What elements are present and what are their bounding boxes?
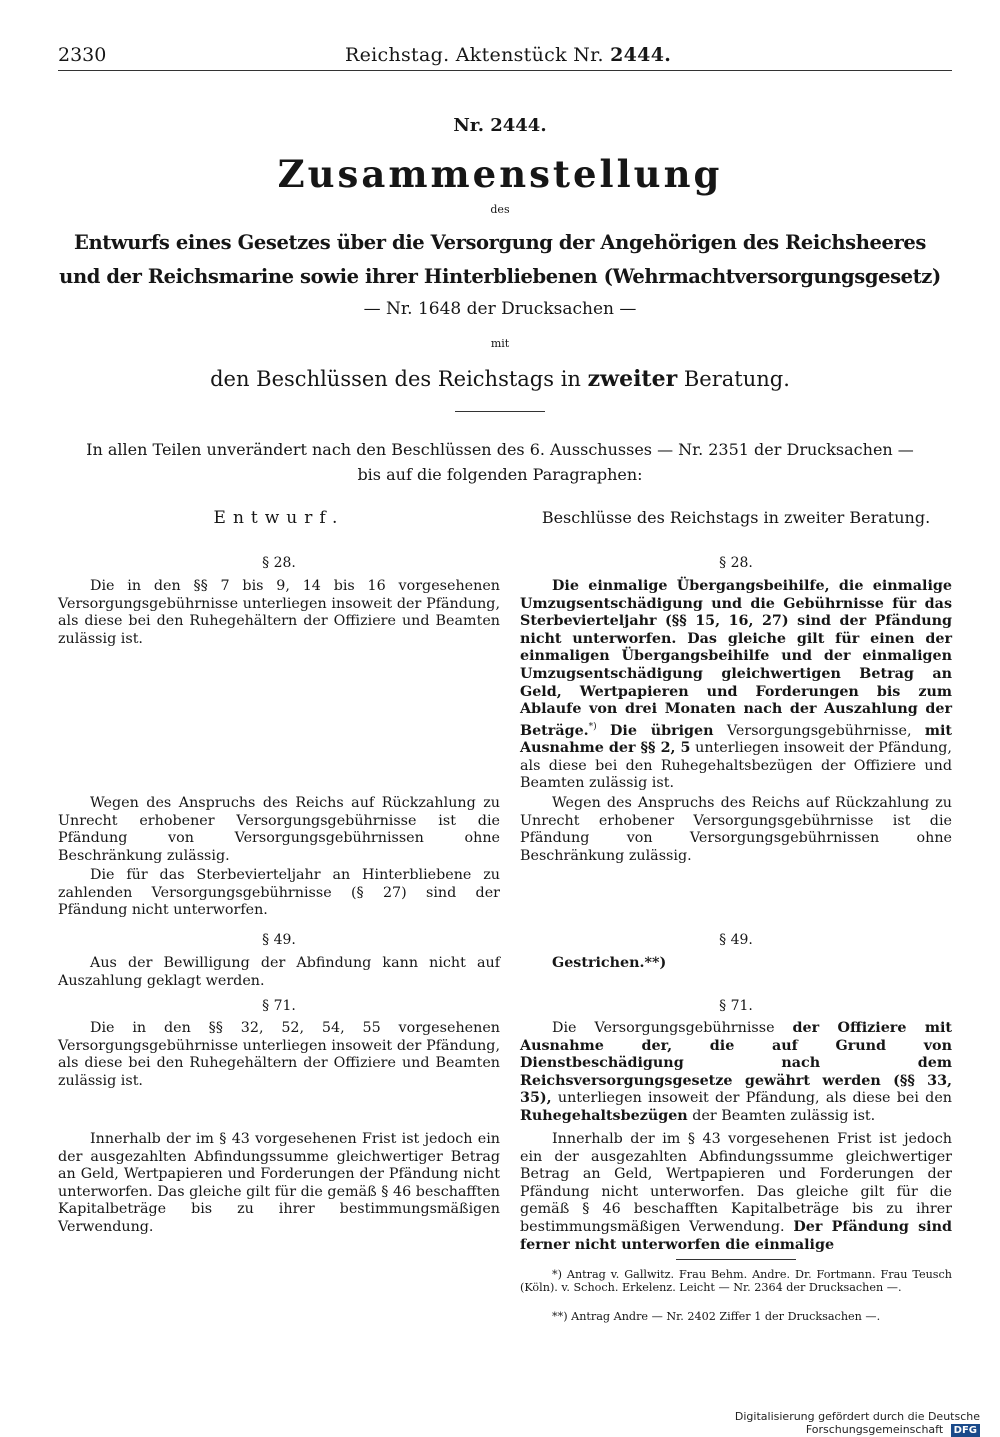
footnote-rule bbox=[676, 1259, 796, 1260]
right-s71-bold-g: Der Pfändung sind ferner nicht unterworfen die einmalige bbox=[520, 1218, 952, 1253]
right-s28-paragraph-1 bbox=[520, 578, 952, 793]
right-s71-sign: § 71. bbox=[719, 998, 753, 1014]
left-s49-sign: § 49. bbox=[262, 932, 296, 948]
beschluesse-line bbox=[0, 366, 1000, 392]
right-s28-paragraph-2: Wegen des Anspruchs des Reichs auf Rückzahlung zu Unrecht erhobener Versorgungsgebührnisse ist die Pfändung von Versorgungsgebührnissen ohne Beschränkung zulässig. bbox=[520, 795, 952, 864]
right-s71-text-f: Innerhalb der im § 43 vorgesehenen Frist ist jedoch ein der ausgezahlten Abfindungssumme gleichwertiger Betrag an Geld, Wertpapieren und Forderungen der Pfändung nicht unterworfen. Das gleiche gilt für die gemäß § 46 beschafften Kapitalbeträge bis zu ihrer bestimmungsmäßigen Verwendung. bbox=[520, 1131, 952, 1235]
right-s28-sign: § 28. bbox=[719, 555, 753, 571]
running-number: 2444. bbox=[610, 44, 672, 66]
dfg-logo: DFG bbox=[951, 1424, 980, 1437]
footer-credit-text: Digitalisierung gefördert durch die Deutsche Forschungsgemeinschaft bbox=[734, 1410, 980, 1436]
right-s28-text: Versorgungsgebührnisse, bbox=[726, 722, 912, 739]
left-column-heading: Entwurf. bbox=[213, 508, 345, 528]
left-s28-sign: § 28. bbox=[262, 555, 296, 571]
right-s49-sign: § 49. bbox=[719, 932, 753, 948]
running-title bbox=[345, 44, 671, 66]
subtitle-line-2: und der Reichsmarine sowie ihrer Hinterbliebenen (Wehrmachtversorgungsgesetz) bbox=[59, 265, 941, 288]
right-column-heading: Beschlüsse des Reichstags in zweiter Beratung. bbox=[541, 508, 931, 527]
left-s71-paragraph-1: Die in den §§ 32, 52, 54, 55 vorgesehenen Versorgungsgebührnisse unterliegen insoweit der Pfändung, als diese bei den Ruhegehältern der Offiziere und Beamten zulässig ist. bbox=[58, 1020, 500, 1089]
footnote-1: *) Antrag v. Gallwitz. Frau Behm. Andre. Dr. Fortmann. Frau Teusch (Köln). v. Schoch. Erkelenz. Leicht — Nr. 2364 der Drucksachen —. bbox=[520, 1268, 952, 1295]
right-s28-tail: unterliegen insoweit der Pfändung, als diese bei den Ruhegehaltsbezügen der Offiziere und Beamten zulässig ist. bbox=[520, 740, 952, 792]
footer-credit bbox=[600, 1410, 980, 1437]
subtitle-line-1: Entwurfs eines Gesetzes über die Versorgung der Angehörigen des Reichsheeres bbox=[74, 231, 926, 254]
beschluesse-pre: den Beschlüssen des Reichstags in bbox=[210, 367, 581, 391]
intro-line-1: In allen Teilen unverändert nach den Beschlüssen des 6. Ausschusses — Nr. 2351 der Drucksachen — bbox=[86, 440, 914, 459]
left-s28-paragraph-2: Wegen des Anspruchs des Reichs auf Rückzahlung zu Unrecht erhobener Versorgungsgebührnisse ist die Pfändung von Versorgungsgebührnissen ohne Beschränkung zulässig. bbox=[58, 795, 500, 864]
right-s71-bold-b: der Offiziere mit Ausnahme der, die auf Grund von Dienstbeschädigung nach dem Reichsversorgungsgesetze gewährt werden (§§ 33, 35), bbox=[520, 1020, 952, 1107]
page-title: Zusammenstellung bbox=[277, 152, 723, 196]
mit-word: mit bbox=[490, 337, 510, 350]
footnote-marker-1: *) bbox=[588, 721, 597, 732]
left-s28-paragraph-1: Die in den §§ 7 bis 9, 14 bis 16 vorgesehenen Versorgungsgebührnisse unterliegen insoweit der Pfändung, als diese bei den Ruhegehältern der Offiziere und Beamten zulässig ist. bbox=[58, 578, 500, 647]
right-s71-paragraph-2 bbox=[520, 1131, 952, 1254]
right-s71-text-e: der Beamten zulässig ist. bbox=[692, 1107, 876, 1124]
right-s71-text-a: Die Versorgungsgebührnisse bbox=[552, 1020, 775, 1036]
right-s71-paragraph-1 bbox=[520, 1020, 952, 1126]
left-s71-paragraph-2: Innerhalb der im § 43 vorgesehenen Frist ist jedoch ein der ausgezahlten Abfindungssumme gleichwertiger Betrag an Geld, Wertpapieren und Forderungen der Pfändung nicht unterworfen. Das gleiche gilt für die gemäß § 46 beschafften Kapitalbeträge bis zu ihrer bestimmungsmäßigen Verwendung. bbox=[58, 1131, 500, 1235]
doc-number: Nr. 2444. bbox=[453, 115, 547, 136]
page-number: 2330 bbox=[58, 44, 107, 66]
intro-line-2: bis auf die folgenden Paragraphen: bbox=[357, 465, 643, 484]
beschluesse-emphasis: zweiter bbox=[587, 366, 678, 392]
des-word: des bbox=[490, 203, 510, 216]
left-s28-paragraph-3: Die für das Sterbevierteljahr an Hinterbliebene zu zahlenden Versorgungsgebührnisse (§ 27) sind der Pfändung nicht unterworfen. bbox=[58, 867, 500, 919]
right-s28-bold-c: mit Ausnahme der §§ 2, 5 bbox=[520, 722, 953, 757]
title-divider bbox=[455, 411, 545, 412]
right-s49-paragraph-1: Gestrichen.**) bbox=[552, 955, 667, 971]
footnote-2: **) Antrag Andre — Nr. 2402 Ziffer 1 der Drucksachen —. bbox=[552, 1310, 881, 1323]
running-title-text: Reichstag. Aktenstück Nr. bbox=[345, 44, 604, 66]
left-s71-sign: § 71. bbox=[262, 998, 296, 1014]
right-s28-bold-a: Die einmalige Übergangsbeihilfe, die einmalige Umzugsentschädigung und die Gebührnisse für das Sterbevierteljahr (§§ 15, 16, 27) sind der Pfändung nicht unterworfen. Das gleiche gilt für einen der einmaligen Übergangsbeihilfe und der einmaligen Umzugsentschädigung gleichwertigen Betrag an Geld, Wertpapieren und Forderungen bis zum Ablaufe von drei Monaten nach der Auszahlung der Beträge. bbox=[520, 578, 952, 739]
header-rule bbox=[58, 70, 952, 71]
right-s71-text-c: unterliegen insoweit der Pfändung, als diese bei den bbox=[557, 1090, 952, 1107]
right-s28-bold-b: Die übrigen bbox=[610, 722, 714, 739]
left-s49-paragraph-1: Aus der Bewilligung der Abfindung kann nicht auf Auszahlung geklagt werden. bbox=[58, 955, 500, 989]
drucksachen-reference: — Nr. 1648 der Drucksachen — bbox=[363, 299, 637, 319]
right-s71-bold-d: Ruhegehaltsbezügen bbox=[520, 1107, 688, 1124]
beschluesse-post: Beratung. bbox=[683, 367, 790, 391]
